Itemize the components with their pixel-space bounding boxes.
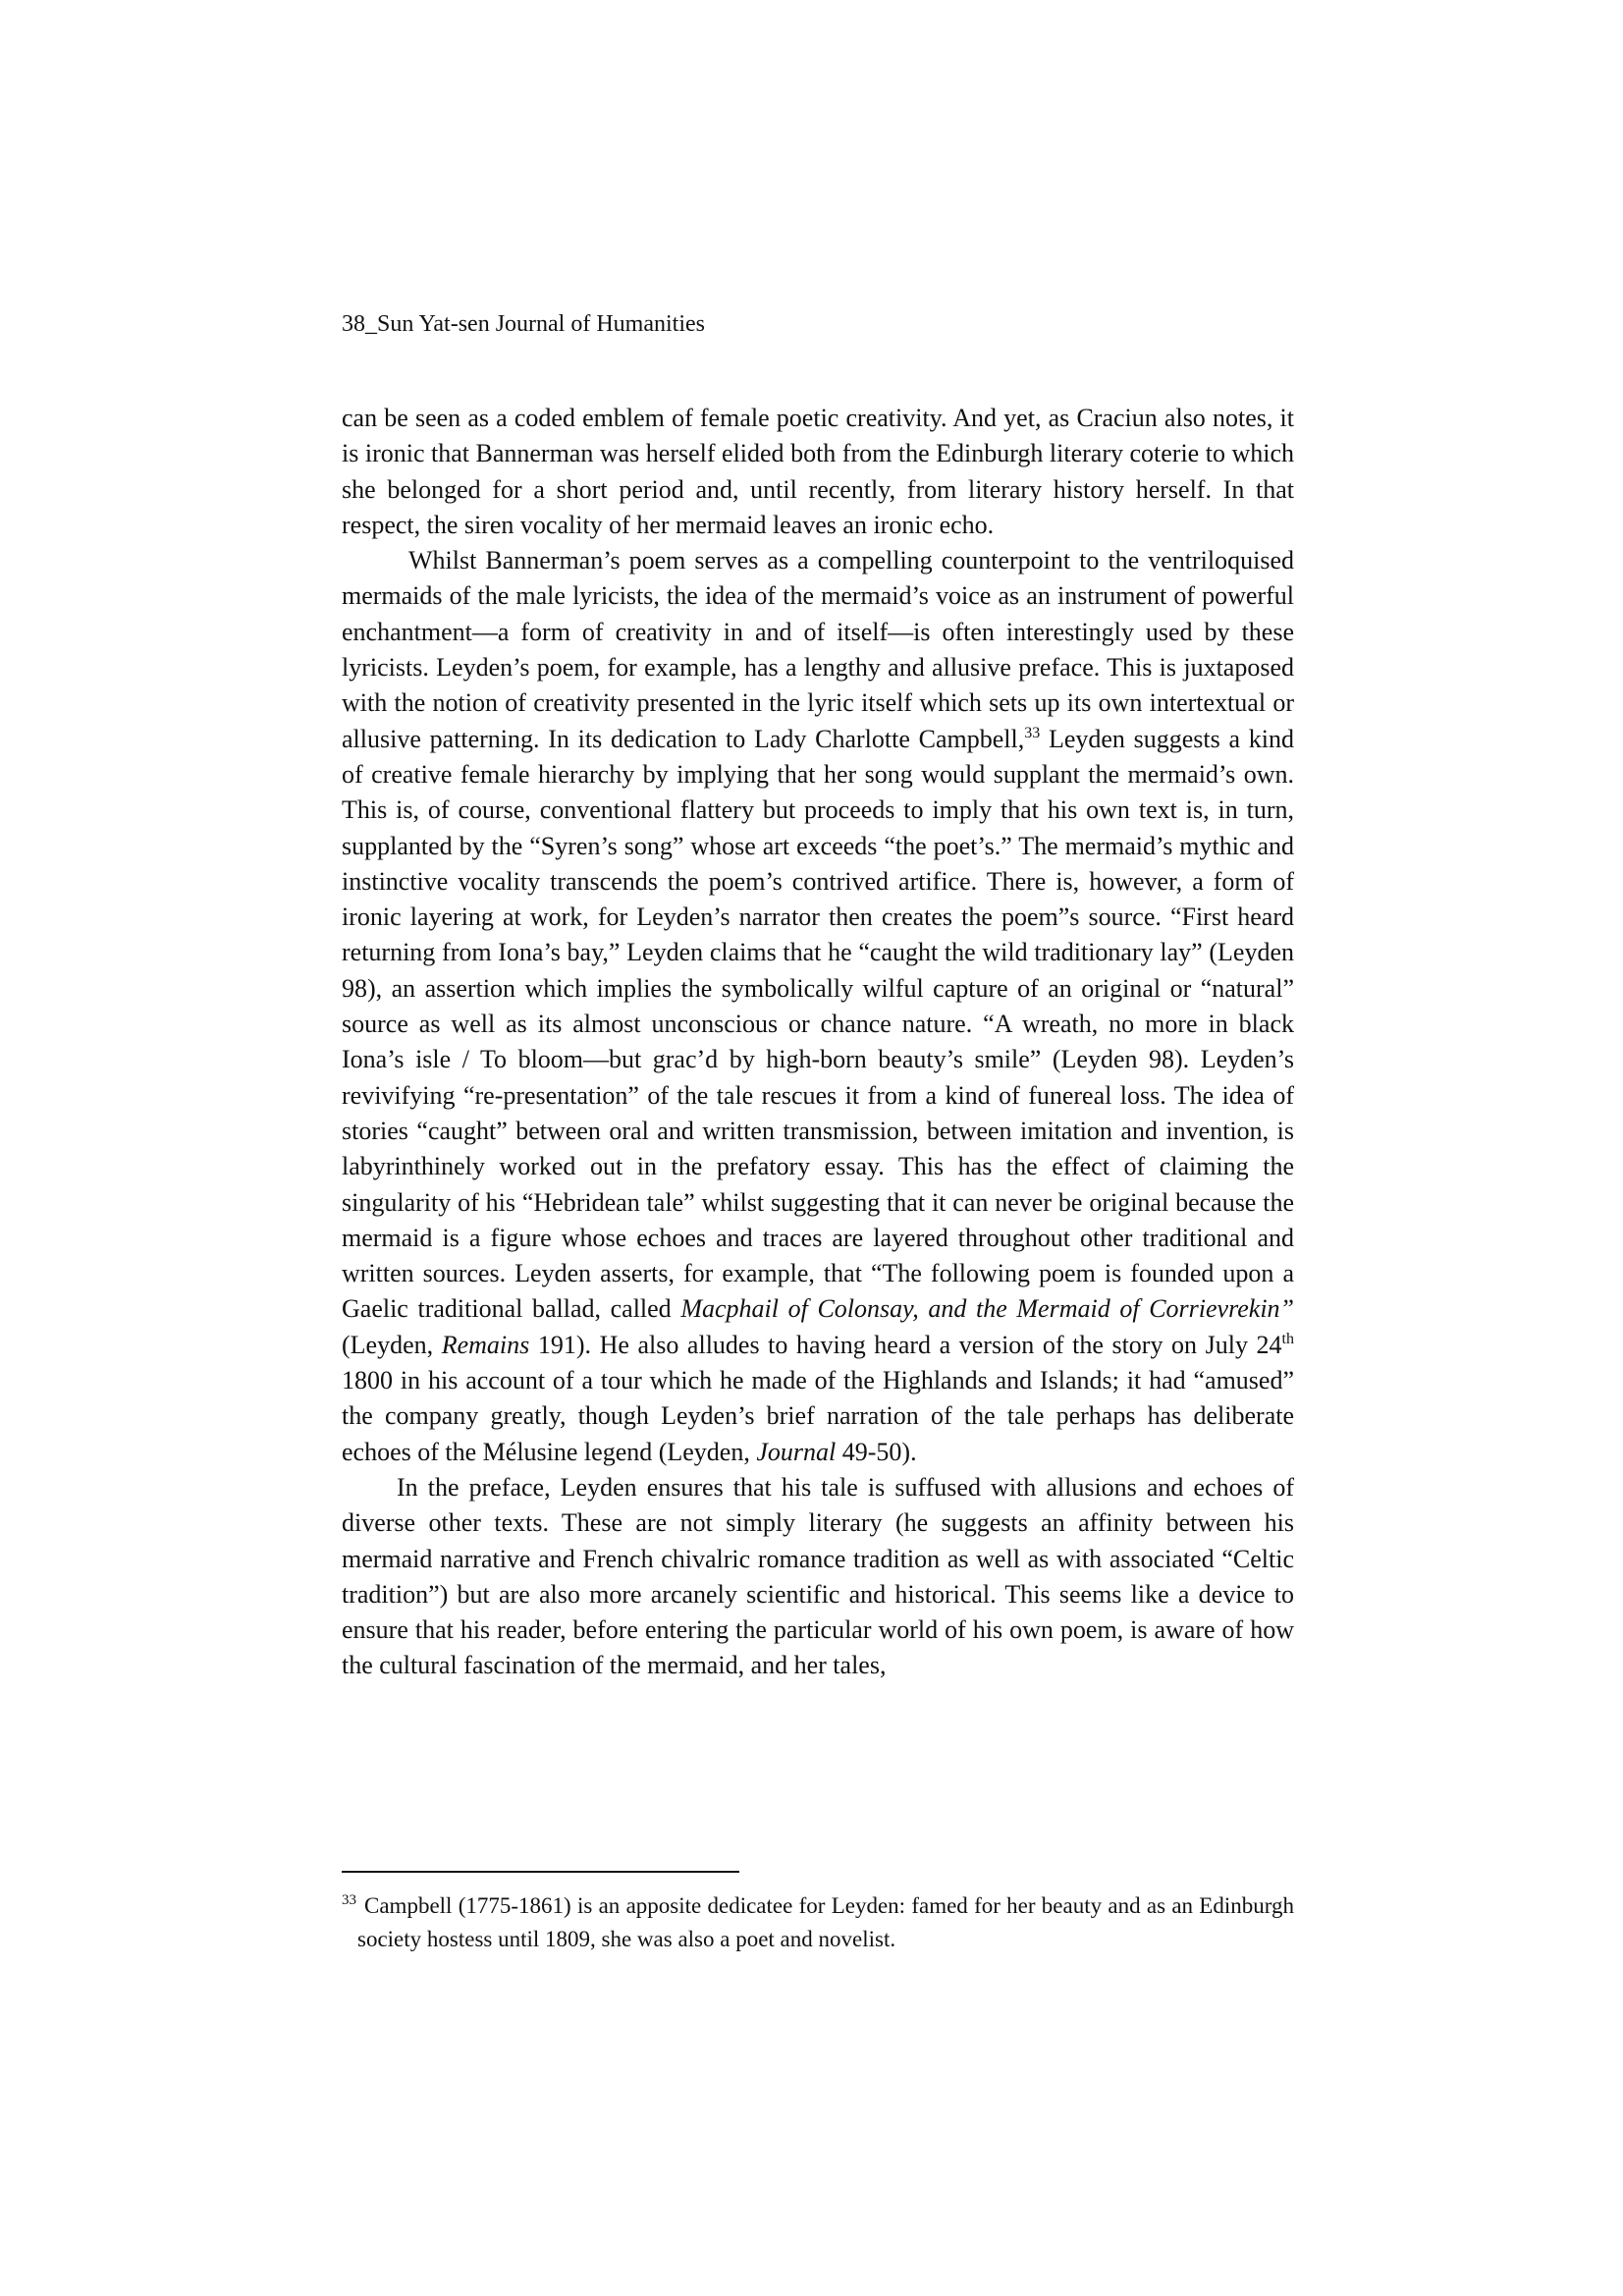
journal-title: Journal	[756, 1437, 837, 1466]
footnote-divider	[342, 1871, 739, 1873]
paragraph-3: In the preface, Leyden ensures that his tale is suffused with allusions and echoes of diverse other texts. These are not simply literary (he suggests an affinity between his mermaid narrative and French chivalric romance tradition as well as with associated “Celtic tradition”) but are also more arcanely scientific and historical. This seems like a device to ensure that his reader, before entering the particular world of his own poem, is aware of how the cultural fascination of the mermaid, and her tales,	[342, 1472, 1294, 1680]
remains-title: Remains	[441, 1330, 530, 1359]
paragraph-2-text-f: 49-50).	[836, 1437, 917, 1466]
body-text	[342, 401, 1294, 1684]
footnote-33	[342, 1889, 1294, 1956]
ordinal-suffix: th	[1281, 1330, 1294, 1347]
ballad-title: Macphail of Colonsay, and the Mermaid of Corrievrekin”	[680, 1294, 1295, 1324]
paragraph-1: can be seen as a coded emblem of female poetic creativity. And yet, as Craciun also notes, it is ironic that Bannerman was herself elided both from the Edinburgh literary coterie to which she belonged for a short period and, until recently, from literary history herself. In that respect, the siren vocality of her mermaid leaves an ironic echo.	[342, 404, 1294, 539]
running-head: 38_Sun Yat-sen Journal of Humanities	[342, 311, 705, 337]
paragraph-2-text-b: Leyden suggests a kind of creative female hierarchy by implying that her song would supplant the mermaid’s own. This is, of course, conventional flattery but proceeds to imply that his own text is, in turn, supplanted by the “Syren’s song” whose art exceeds “the poet’s.” The mermaid’s mythic and instinctive vocality transcends the poem’s contrived artifice. There is, however, a form of ironic layering at work, for Leyden’s narrator then creates the poem”s source. “First heard returning from Iona’s bay,” Leyden claims that he “caught the wild traditionary lay” (Leyden 98), an assertion which implies the symbolically wilful capture of an original or “natural” source as well as its almost unconscious or chance nature. “A wreath, no more in black Iona’s isle / To bloom—but grac’d by high-born beauty’s smile” (Leyden 98). Leyden’s revivifying “re-presentation” of the tale rescues it from a kind of funereal loss. The idea of stories “caught” between oral and written transmission, between imitation and invention, is labyrinthinely worked out in the prefatory essay. This has the effect of claiming the singularity of his “Hebridean tale” whilst suggesting that it can never be original because the mermaid is a figure whose echoes and traces are layered throughout other traditional and written sources. Leyden asserts, for example, that “The following poem is founded upon a Gaelic traditional ballad, called	[342, 724, 1294, 1324]
paragraph-2	[342, 543, 1294, 1470]
paragraph-2-text-e: 1800 in his account of a tour which he made of the Highlands and Islands; it had “amused” the company greatly, though Leyden’s brief narration of the tale perhaps has deliberate echoes of the Mélusine legend (Leyden,	[342, 1366, 1294, 1466]
paragraph-2-text-a: Whilst Bannerman’s poem serves as a compelling counterpoint to the ventriloquised mermaids of the male lyricists, the idea of the mermaid’s voice as an instrument of powerful enchantment—a form of creativity in and of itself—is often interestingly used by these lyricists. Leyden’s poem, for example, has a lengthy and allusive preface. This is juxtaposed with the notion of creativity presented in the lyric itself which sets up its own intertextual or allusive patterning. In its dedication to Lady Charlotte Campbell,	[342, 546, 1294, 753]
footnote-text: Campbell (1775-1861) is an apposite dedicatee for Leyden: famed for her beauty and as an Edinburgh society hostess until 1809, she was also a poet and novelist.	[357, 1893, 1294, 1951]
footnotes	[342, 1889, 1294, 1956]
paragraph-2-text-d: 191). He also alludes to having heard a version of the story on July 24	[529, 1330, 1282, 1359]
paragraph-2-text-c: (Leyden,	[342, 1330, 442, 1359]
footnote-number: 33	[342, 1892, 356, 1908]
footnote-ref-33[interactable]: 33	[1024, 724, 1041, 741]
